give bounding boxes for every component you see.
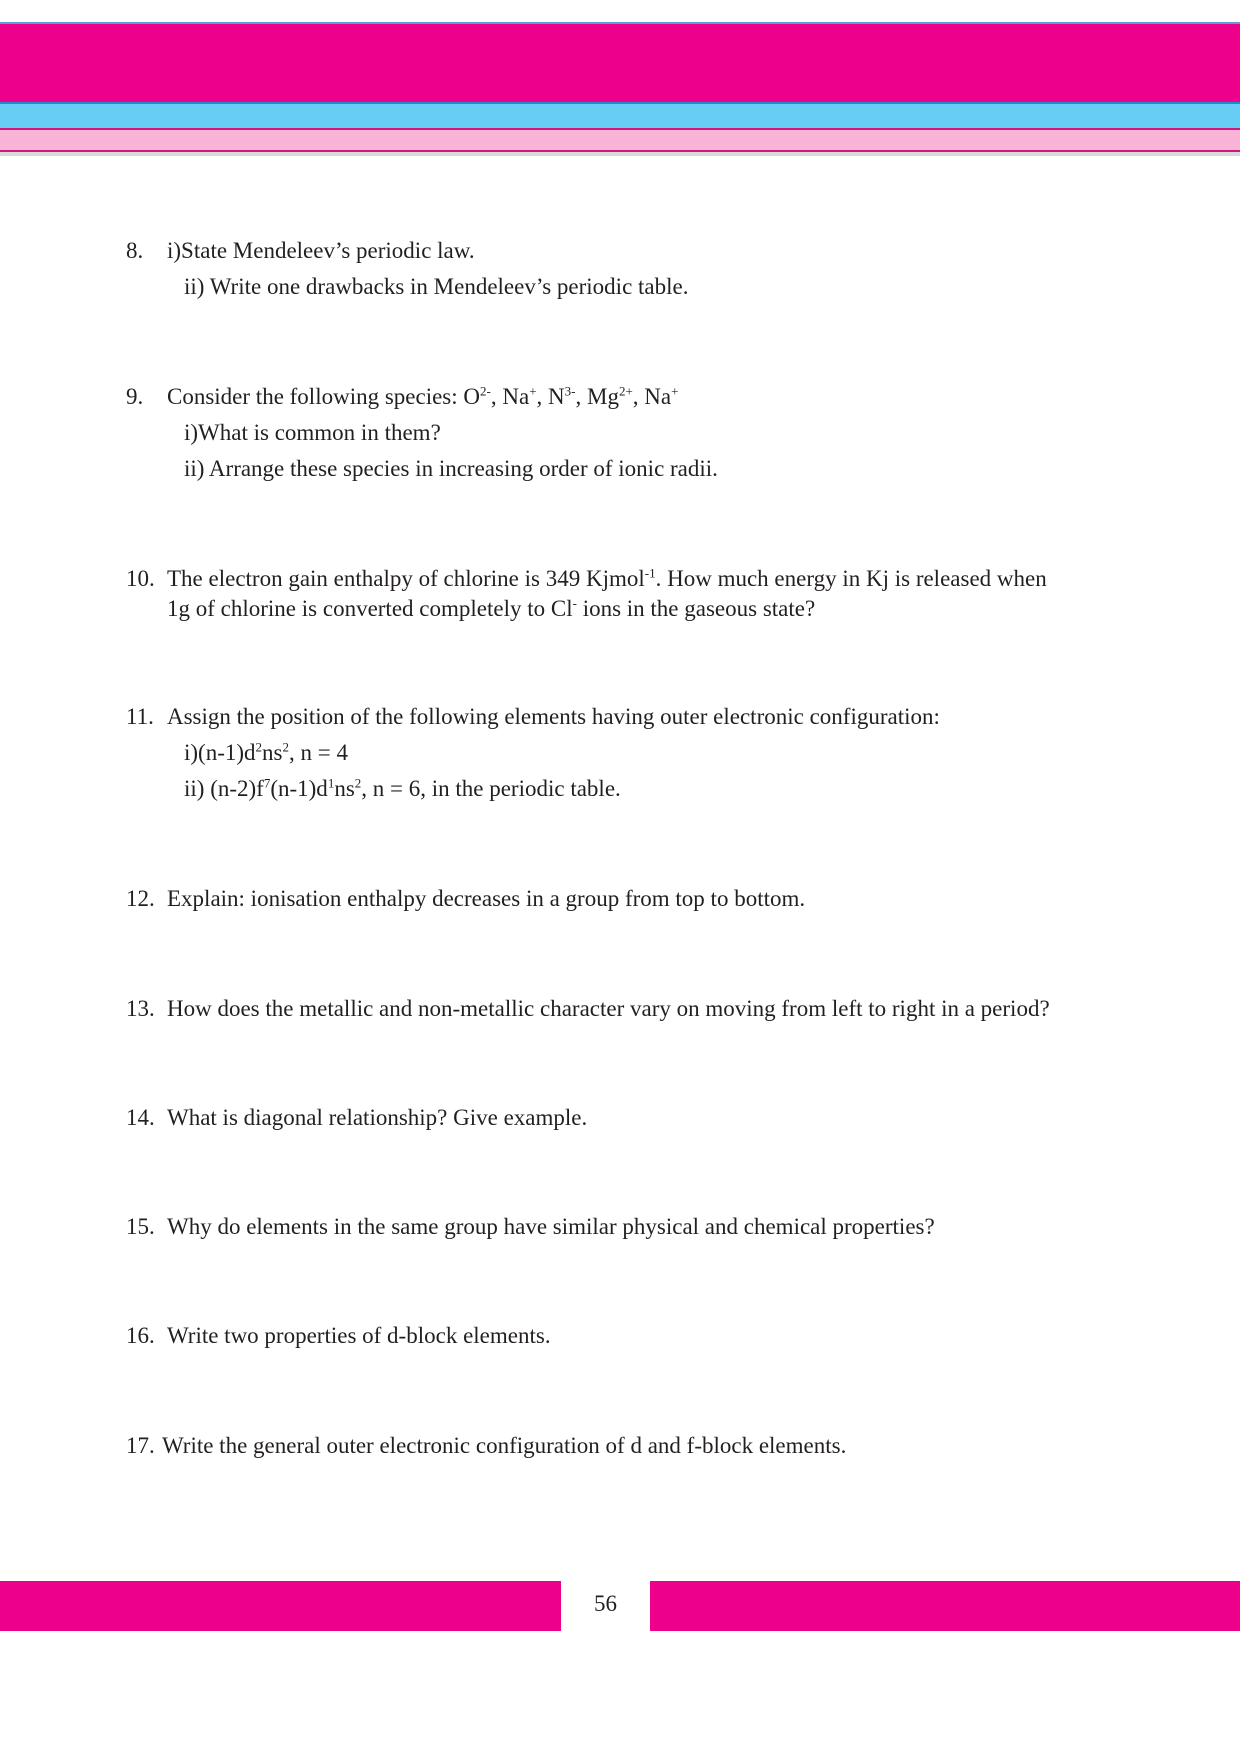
question-number: 13. [126, 996, 155, 1021]
question-15 [126, 1212, 935, 1242]
question-16 [126, 1321, 551, 1351]
question-number: 17. [126, 1433, 155, 1458]
footer-left-band [0, 1581, 561, 1631]
question-11 [126, 702, 940, 804]
question-10 [126, 564, 1047, 624]
question-number: 14. [126, 1105, 155, 1130]
question-line: Write the general outer electronic configuration of d and f-block elements. [162, 1433, 847, 1458]
question-line: ii) $(n-2)f^7(n-1)d^1ns^2$, n = 6, in the periodic table. [184, 775, 621, 801]
question-number: 8. [126, 238, 144, 263]
question-14 [126, 1103, 587, 1133]
header-magenta-band [0, 24, 1240, 102]
question-line: i)What is common in them? [184, 420, 441, 445]
question-number: 12. [126, 886, 155, 911]
question-line: Why do elements in the same group have similar physical and chemical properties? [167, 1214, 935, 1239]
question-line: 1g of chlorine is converted completely to Cl- ions in the gaseous state? [167, 595, 816, 621]
question-line: Write two properties of d-block elements. [167, 1323, 551, 1348]
question-line: What is diagonal relationship? Give example. [167, 1105, 588, 1130]
question-number: 16. [126, 1323, 155, 1348]
question-line: Assign the position of the following elements having outer electronic configuration: [167, 704, 940, 729]
question-13 [126, 994, 1050, 1024]
question-line: ii) Arrange these species in increasing order of ionic radii. [184, 456, 718, 481]
question-line: i)State Mendeleev’s periodic law. [167, 238, 475, 263]
question-17 [126, 1431, 846, 1461]
header-pink-band [0, 130, 1240, 150]
question-9 [126, 382, 718, 484]
page-number: 56 [594, 1591, 617, 1616]
question-12 [126, 884, 805, 914]
question-line: $i)(n-1)d^2ns^2$, n = 4 [184, 739, 348, 765]
question-line: The electron gain enthalpy of chlorine is 349 Kjmol$^{-1}$. How much energy in Kj is released when [167, 565, 1047, 591]
header-cyan-band [0, 104, 1240, 128]
footer-right-band [650, 1581, 1240, 1631]
header-gray-line [0, 152, 1240, 156]
question-line: Consider the following species: $O^{2-}$, Na+, $N^{3-}$, $Mg^{2+}$, Na+ [167, 383, 679, 409]
question-number: 11. [126, 704, 154, 729]
question-number: 10. [126, 566, 155, 591]
question-number: 9. [126, 384, 144, 409]
question-line: ii) Write one drawbacks in Mendeleev’s periodic table. [184, 274, 689, 299]
question-line: How does the metallic and non-metallic character vary on moving from left to right in a period? [167, 996, 1050, 1021]
question-number: 15. [126, 1214, 155, 1239]
question-line: Explain: ionisation enthalpy decreases in a group from top to bottom. [167, 886, 806, 911]
question-8 [126, 236, 688, 302]
